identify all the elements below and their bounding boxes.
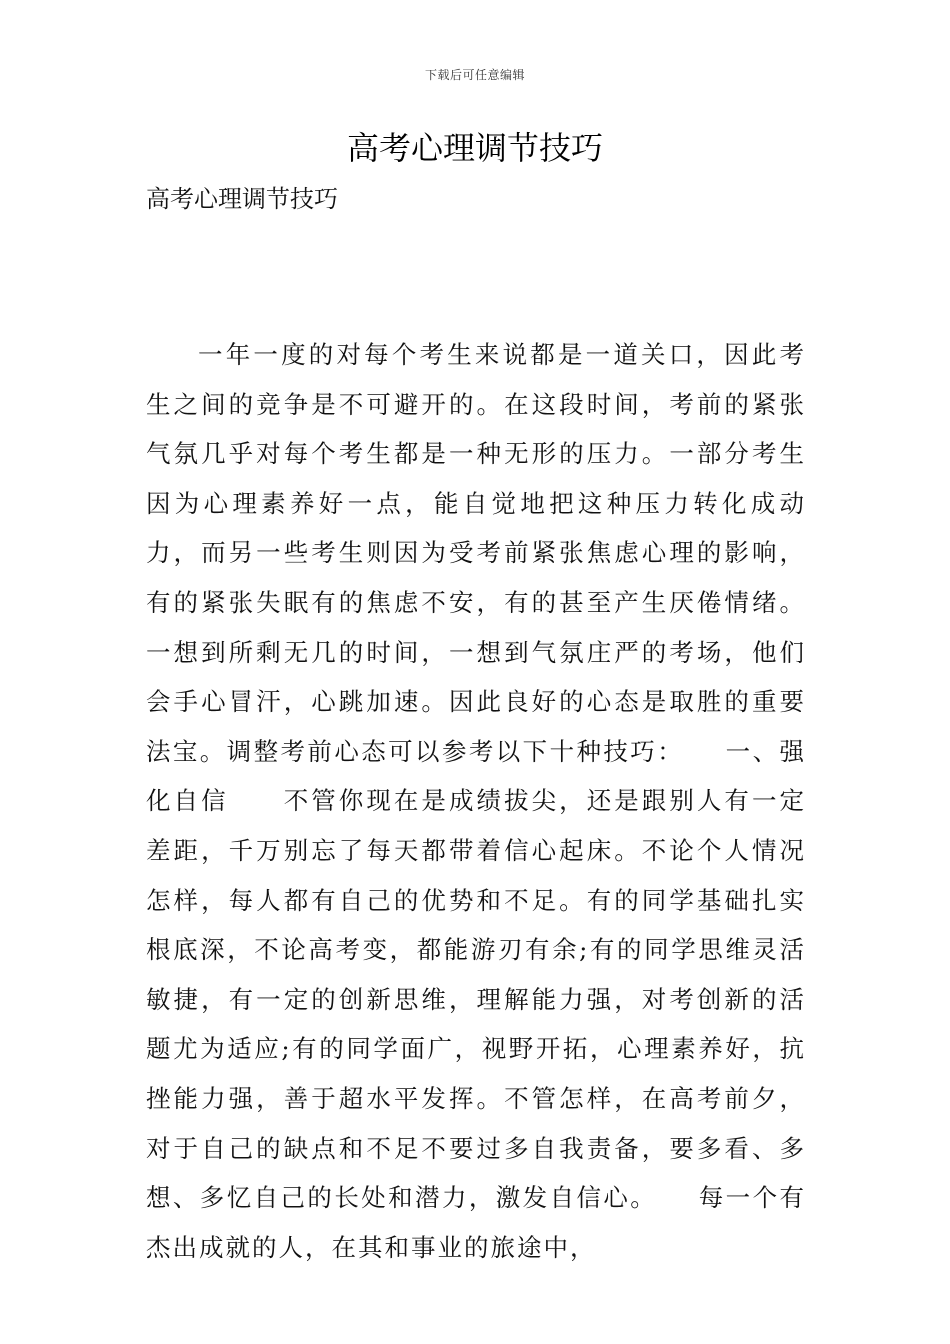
header-note: 下载后可任意编辑 bbox=[424, 68, 525, 82]
body-paragraph: 一年一度的对每个考生来说都是一道关口，因此考生之间的竞争是不可避开的。在这段时间，考前的紧张气氛几乎对每个考生都是一种无形的压力。一部分考生因为心理素养好一点，能自觉地把这种压力转化成动力，而另一些考生则因为受考前紧张焦虑心理的影响，有的紧张失眠有的焦虑不安，有的甚至产生厌倦情绪。一想到所剩无几的时间，一想到气氛庄严的考场，他们会手心冒汗，心跳加速。因此良好的心态是取胜的重要法宝。调整考前心态可以参考以下十种技巧： 一、强化自信 不管你现在是成绩拔尖，还是跟别人有一定差距，千万别忘了每天都带着信心起床。不论个人情况怎样，每人都有自己的优势和不足。有的同学基础扎实根底深，不论高考变，都能游刃有余;有的同学思维灵活敏捷，有一定的创新思维，理解能力强，对考创新的活题尤为适应;有的同学面广，视野开拓，心理素养好，抗挫能力强，善于超水平发挥。不管怎样，在高考前夕，对于自己的缺点和不足不要过多自我责备，要多看、多想、多忆自己的长处和潜力，激发自信心。 每一个有杰出成就的人，在其和事业的旅途中， bbox=[146, 340, 806, 1262]
document-title: 高考心理调节技巧 bbox=[346, 129, 603, 167]
document-subtitle: 高考心理调节技巧 bbox=[146, 185, 338, 213]
